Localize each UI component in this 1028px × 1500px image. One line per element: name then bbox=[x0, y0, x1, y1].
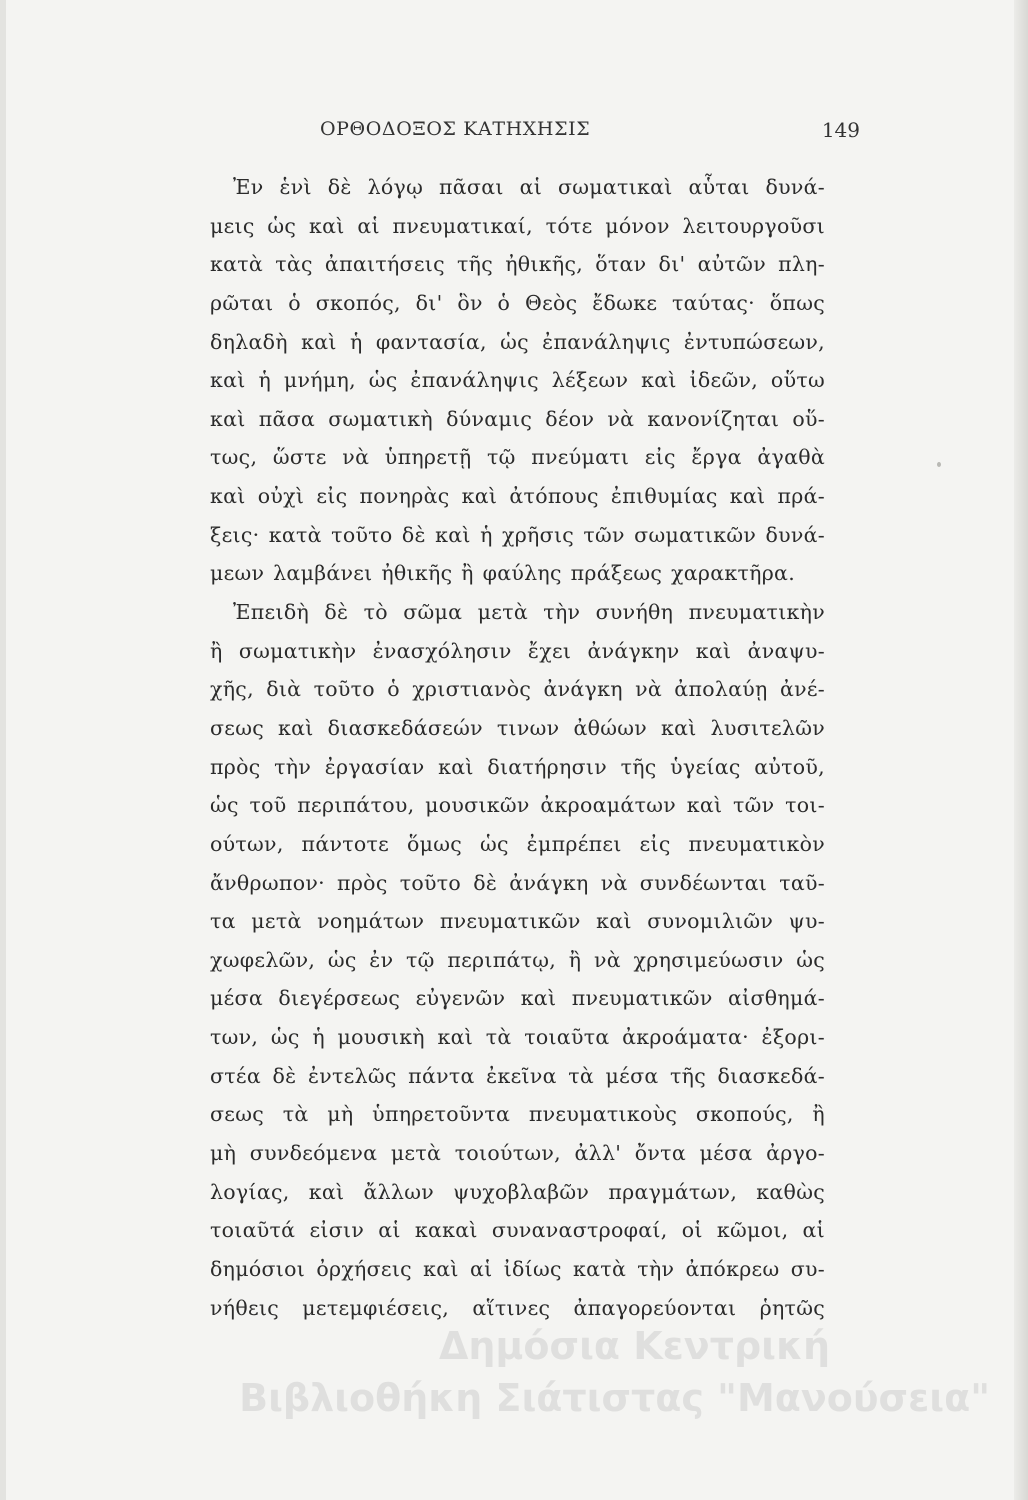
text-line: καὶ οὐχὶ εἰς πονηρὰς καὶ ἀτόπους ἐπιθυμίας καὶ πρά- bbox=[210, 484, 825, 509]
page-left-edge bbox=[0, 0, 6, 1500]
running-head bbox=[300, 118, 860, 148]
watermark-line-1: Δημόσια Κεντρική bbox=[438, 1324, 830, 1368]
text-line: κατὰ τὰς ἀπαιτήσεις τῆς ἠθικῆς, ὅταν δι' αὐτῶν πλη- bbox=[210, 252, 825, 277]
library-watermark bbox=[230, 1320, 1020, 1424]
text-line: Ἐπειδὴ δὲ τὸ σῶμα μετὰ τὴν συνήθη πνευματικὴν bbox=[233, 600, 825, 625]
text-line: ρῶται ὁ σκοπός, δι' ὃν ὁ Θεὸς ἔδωκε ταύτας· ὅπως bbox=[210, 290, 825, 315]
text-line: Ἐν ἑνὶ δὲ λόγῳ πᾶσαι αἱ σωματικαὶ αὗται δυνά- bbox=[233, 175, 825, 199]
text-line: δηλαδὴ καὶ ἡ φαντασία, ὡς ἐπανάληψις ἐντυπώσεων, bbox=[210, 329, 825, 354]
text-line: πρὸς τὴν ἐργασίαν καὶ διατήρησιν τῆς ὑγείας αὐτοῦ, bbox=[210, 754, 825, 779]
body-text bbox=[210, 168, 825, 1327]
text-line: τοιαῦτά εἰσιν αἱ κακαὶ συναναστροφαί, οἱ κῶμοι, αἱ bbox=[210, 1218, 825, 1243]
text-line: τως, ὥστε νὰ ὑπηρετῇ τῷ πνεύματι εἰς ἔργα ἀγαθὰ bbox=[210, 445, 825, 470]
text-line: μὴ συνδεόμενα μετὰ τοιούτων, ἀλλ' ὄντα μέσα ἀργο- bbox=[210, 1141, 825, 1166]
text-line: χῆς, διὰ τοῦτο ὁ χριστιανὸς ἀνάγκη νὰ ἀπολαύῃ ἀνέ- bbox=[210, 677, 825, 702]
page-number: 149 bbox=[821, 118, 860, 142]
text-line: μεις ὡς καὶ αἱ πνευματικαί, τότε μόνον λειτουργοῦσι bbox=[210, 213, 825, 238]
page-right-edge bbox=[1014, 0, 1028, 1500]
text-line: σεως καὶ διασκεδάσεών τινων ἀθώων καὶ λυσιτελῶν bbox=[210, 715, 825, 740]
text-line: μέσα διεγέρσεως εὐγενῶν καὶ πνευματικῶν αἰσθημά- bbox=[210, 986, 825, 1011]
text-line: τα μετὰ νοημάτων πνευματικῶν καὶ συνομιλιῶν ψυ- bbox=[210, 909, 825, 934]
text-line: ξεις· κατὰ τοῦτο δὲ καὶ ἡ χρῆσις τῶν σωματικῶν δυνά- bbox=[210, 522, 825, 547]
text-line: ὡς τοῦ περιπάτου, μουσικῶν ἀκροαμάτων καὶ τῶν τοι- bbox=[210, 793, 825, 818]
text-line: καὶ ἡ μνήμη, ὡς ἐπανάληψις λέξεων καὶ ἰδεῶν, οὕτω bbox=[210, 368, 825, 393]
text-line: ἄνθρωπον· πρὸς τοῦτο δὲ ἀνάγκη νὰ συνδέωνται ταῦ- bbox=[210, 870, 825, 895]
text-line: στέα δὲ ἐντελῶς πάντα ἐκεῖνα τὰ μέσα τῆς διασκεδά- bbox=[210, 1063, 825, 1088]
text-line: των, ὡς ἡ μουσικὴ καὶ τὰ τοιαῦτα ἀκροάματα· ἐξορι- bbox=[210, 1025, 825, 1050]
watermark-line-2: Βιβλιοθήκη Σιάτιστας "Μανούσεια" bbox=[239, 1376, 990, 1420]
running-title: ΟΡΘΟΔΟΞΟΣ ΚΑΤΗΧΗΣΙΣ bbox=[320, 118, 591, 140]
paper-speck bbox=[937, 462, 941, 467]
text-line: ούτων, πάντοτε ὅμως ὡς ἐμπρέπει εἰς πνευματικὸν bbox=[210, 831, 825, 856]
text-line: νήθεις μετεμφιέσεις, αἵτινες ἀπαγορεύονται ῥητῶς bbox=[210, 1295, 825, 1320]
text-line: μεων λαμβάνει ἠθικῆς ἢ φαύλης πράξεως χαρακτῆρα. bbox=[210, 561, 796, 586]
text-line: σεως τὰ μὴ ὑπηρετοῦντα πνευματικοὺς σκοπούς, ἢ bbox=[210, 1102, 825, 1127]
text-line: δημόσιοι ὀρχήσεις καὶ αἱ ἰδίως κατὰ τὴν ἀπόκρεω συ- bbox=[210, 1256, 825, 1281]
text-line: λογίας, καὶ ἄλλων ψυχοβλαβῶν πραγμάτων, καθὼς bbox=[210, 1179, 825, 1204]
text-line: καὶ πᾶσα σωματικὴ δύναμις δέον νὰ κανονίζηται οὕ- bbox=[210, 406, 825, 431]
text-line: ἢ σωματικὴν ἐνασχόλησιν ἔχει ἀνάγκην καὶ ἀναψυ- bbox=[210, 638, 825, 663]
text-line: χωφελῶν, ὡς ἐν τῷ περιπάτῳ, ἢ νὰ χρησιμεύωσιν ὡς bbox=[210, 947, 825, 972]
